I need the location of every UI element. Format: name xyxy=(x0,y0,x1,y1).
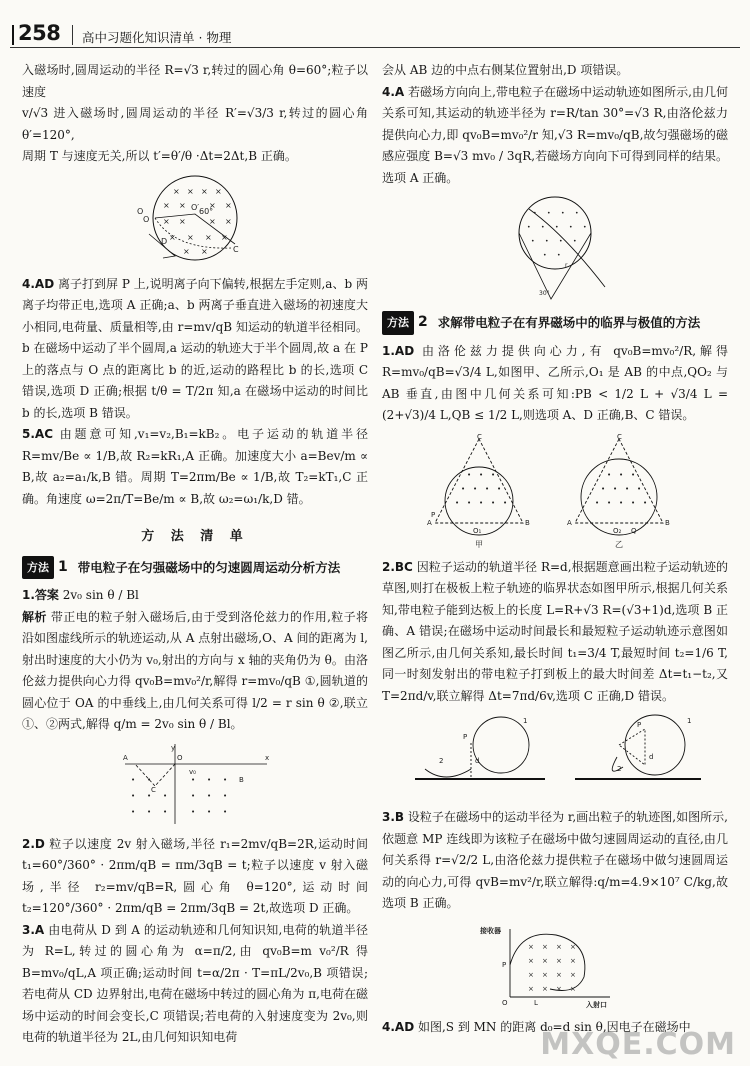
m1q3-label: 3.A xyxy=(22,922,45,937)
method2-tag: 方法 xyxy=(382,311,414,335)
book-title: 高中习题化知识清单 · 物理 xyxy=(82,30,232,45)
svg-text:•: • xyxy=(561,210,565,217)
svg-text:1: 1 xyxy=(687,717,692,725)
svg-text:×: × xyxy=(556,956,562,965)
svg-text:•: • xyxy=(207,775,212,784)
svg-text:•: • xyxy=(223,791,228,800)
svg-text:×: × xyxy=(163,200,170,210)
m1q2-text: 粒子以速度 2v 射入磁场,半径 r₁=2mv/qB=2R,运动时间 t₁=60°/360° · 2πm/qB = πm/3qB = t;粒子以速度 v 射入磁场,半径 r₂=mv/qB=R,圆心角 θ=120°,运动时间 t₂=120°/360° · 2πm/qB = 2πm/3qB = 2t,故选项 D 正确。 xyxy=(22,836,368,915)
svg-text:•: • xyxy=(557,252,561,259)
m1q1-answer-value: 2v₀ sin θ / Bl xyxy=(62,588,139,602)
svg-text:×: × xyxy=(528,956,534,965)
svg-text:×: × xyxy=(556,984,562,993)
method1-tag: 方法 xyxy=(22,556,54,580)
svg-text:•: • xyxy=(531,238,535,245)
dotted-circle-figure xyxy=(382,195,728,303)
svg-text:x: x xyxy=(265,753,270,762)
m2q4-text: 如图,S 到 MN 的距离 d₀=d sin θ,因电子在磁场中 xyxy=(417,1019,691,1034)
svg-text:×: × xyxy=(556,970,562,979)
svg-text:P: P xyxy=(431,510,436,519)
svg-text:•: • xyxy=(631,498,636,507)
svg-text:y: y xyxy=(171,743,176,752)
svg-text:×: × xyxy=(215,186,222,196)
svg-text:×: × xyxy=(205,232,212,242)
svg-text:×: × xyxy=(528,984,534,993)
svg-text:d: d xyxy=(475,757,480,765)
svg-text:×: × xyxy=(542,956,548,965)
svg-text:O′: O′ xyxy=(191,202,200,212)
svg-text:•: • xyxy=(583,224,587,231)
m2q3-label: 3.B xyxy=(382,810,405,824)
page-number: 258 xyxy=(18,21,61,45)
svg-text:•: • xyxy=(467,498,472,507)
q4-label: 4.AD xyxy=(22,276,55,291)
dotted-circle-diagram xyxy=(495,195,615,303)
m2q3-text: 设粒子在磁场中的运动半径为 r,画出粒子的轨迹图,如图所示,依题意 MP 连线即为该粒子在磁场中做匀速圆周运动的直径,由几何关系得 r=√2/2 L,由洛伦兹力提供粒子在磁场中做匀速圆周运动的向心力,可得 qvB=mv²/r,联立解得:q/m=4.9×10⁷ C/kg,故选项 B 正确。 xyxy=(382,810,728,910)
m2q3-answer xyxy=(382,807,728,915)
m1q1-analysis-label: 解析 xyxy=(22,609,47,624)
m1q1-answer xyxy=(22,585,368,607)
svg-text:B: B xyxy=(239,775,244,784)
svg-text:•: • xyxy=(503,498,508,507)
method1-heading xyxy=(22,556,368,580)
svg-text:×: × xyxy=(542,984,548,993)
m1q3-text: 由电荷从 D 到 A 的运动轨迹和几何知识知,电荷的轨道半径为 R=L,转过的圆心角为 α=π/2,由 qv₀B=m v₀²/R 得 B=mv₀/qL,A 项正确;运动时间 t=α/2π · T=πL/2v₀,B 项错误;若电荷从 CD 边界射出,电荷在磁场中转过的圆心角为 π,电荷在磁场中运动的时间会变长,C 项错误;若电荷的入射速度变为 2v₀,则电荷的轨道半径为 2L,由几何知识知电荷 xyxy=(22,922,368,1044)
m1q2-answer xyxy=(22,834,368,920)
q5-label: 5.AC xyxy=(22,427,54,441)
site-watermark: MXQE.COM xyxy=(540,1027,736,1062)
svg-text:•: • xyxy=(575,210,579,217)
svg-text:•: • xyxy=(545,238,549,245)
axis-field-figure xyxy=(22,742,368,826)
svg-text:•: • xyxy=(527,224,531,231)
svg-text:•: • xyxy=(223,807,228,816)
svg-text:•: • xyxy=(147,775,152,784)
svg-text:×: × xyxy=(187,186,194,196)
svg-text:×: × xyxy=(201,246,208,256)
svg-text:•: • xyxy=(147,791,152,800)
q5-answer xyxy=(22,424,368,510)
m1q3-answer xyxy=(22,920,368,1049)
svg-text:•: • xyxy=(207,791,212,800)
svg-text:•: • xyxy=(473,484,478,493)
triangle-figures xyxy=(382,433,728,549)
svg-text:B: B xyxy=(525,518,530,527)
svg-text:B: B xyxy=(665,518,670,527)
svg-text:•: • xyxy=(223,775,228,784)
svg-text:P: P xyxy=(463,733,468,741)
svg-text:A: A xyxy=(567,518,572,527)
svg-text:A: A xyxy=(123,753,128,762)
svg-text:×: × xyxy=(179,216,186,226)
q4-text: 离子打到屏 P 上,说明离子向下偏转,根据左手定则,a、b 两离子均带正电,选项 A 正确;a、b 两离子垂直进入磁场的初速度大小相同,电荷量、质量相等,由 r=mv/qB 知运动的轨道半径相同。b 在磁场中运动了半个圆周,a 运动的轨迹大于半个圆周,故 a 在 P 上的落点与 O 点的距离比 b 的近,运动的路程比 b 的长,选项 C 错误,选项 D 正确;根据 t/θ = T/2π 知,a 在磁场中运动的时间比 b 的长,选项 B 错误。 xyxy=(22,276,368,420)
svg-text:×: × xyxy=(201,186,208,196)
triangle-circle-diagrams xyxy=(405,433,705,549)
header-separator xyxy=(72,25,73,45)
m1q1-analysis-text: 带正电的粒子射入磁场后,由于受到洛伦兹力的作用,粒子将沿如图虚线所示的轨迹运动,从 A 点射出磁场,O、A 间的距离为 l,射出时速度的大小仍为 v₀,射出的方向与 x 轴的夹角仍为 θ。由洛伦兹力提供向心力得 qv₀B=mv₀²/r,解得 r=mv₀/qB ①,圆轨道的圆心位于 OA 的中垂线上,由几何关系可得 l/2 = r sin θ ②,联立①、②两式,解得 q/m = 2v₀ sin θ / Bl。 xyxy=(22,609,368,731)
svg-text:×: × xyxy=(187,232,194,242)
svg-text:×: × xyxy=(163,216,170,226)
svg-text:r: r xyxy=(565,262,568,269)
receiver-diagram xyxy=(480,921,630,1009)
svg-text:A: A xyxy=(427,518,432,527)
svg-text:O₁: O₁ xyxy=(473,526,482,535)
fig-yi-label: 乙 xyxy=(615,539,623,549)
svg-text:•: • xyxy=(555,224,559,231)
svg-text:•: • xyxy=(485,484,490,493)
method1-number: 1 xyxy=(58,558,68,575)
svg-text:•: • xyxy=(191,791,196,800)
q3-continuation: 会从 AB 边的中点右侧某位置射出,D 项错误。 xyxy=(382,63,629,77)
svg-text:O: O xyxy=(137,206,144,216)
svg-text:•: • xyxy=(631,470,636,479)
m2q2-text: 因粒子运动的轨道半径 R=d,根据题意画出粒子运动轨迹的草图,则打在极板上粒子轨迹的临界状态如图甲所示,根据几何关系知,带电粒子能到达板上的长度 L=R+√3 R=(√3+1)d,选项 B 正确、A 错误;在磁场中运动时间最长和最短粒子运动轨迹示意图如图乙所示,由几何关系知,最长时间 t₁=3/4 T,最短时间 t₂=1/6 T,同一时刻发射出的带电粒子打到板上的最大时间差 Δt=t₁−t₂,又 T=2πd/v,联立解得 Δt=7πd/6v,选项 C 正确,D 错误。 xyxy=(382,559,728,703)
svg-text:d: d xyxy=(649,753,654,761)
circle-field-figure xyxy=(22,174,368,266)
method2-number: 2 xyxy=(418,314,428,330)
svg-text:O₂: O₂ xyxy=(613,526,622,535)
svg-text:30°: 30° xyxy=(539,290,550,297)
svg-text:O: O xyxy=(143,214,150,224)
q4-answer xyxy=(22,274,368,425)
svg-text:•: • xyxy=(491,498,496,507)
svg-text:L: L xyxy=(534,998,538,1007)
svg-text:×: × xyxy=(542,942,548,951)
m2q2-answer xyxy=(382,557,728,708)
svg-text:×: × xyxy=(542,970,548,979)
r-q4-label: 4.A xyxy=(382,84,405,99)
fig-jia-label: 甲 xyxy=(475,539,483,549)
svg-text:•: • xyxy=(637,484,642,493)
svg-text:2: 2 xyxy=(617,765,622,773)
m2q4-label: 4.AD xyxy=(382,1019,415,1034)
m2q1-text: 由洛伦兹力提供向心力,有 qv₀B=mv₀²/R,解得 R=mv₀/qB=√3/4 L,如图甲、乙所示,O₁ 是 AB 的中点,QO₂ 与 AB 垂直,由图中几何关系可知:PB < 1/2 L + √3/4 L = (2+√3)/4 L,QB ≤ 1/2 L,则选项 A、D 正确,B、C 错误。 xyxy=(382,343,728,422)
svg-text:•: • xyxy=(595,498,600,507)
svg-text:•: • xyxy=(613,484,618,493)
svg-text:•: • xyxy=(455,498,460,507)
svg-text:×: × xyxy=(183,246,190,256)
svg-text:O: O xyxy=(502,998,508,1007)
svg-text:D: D xyxy=(161,236,168,246)
svg-text:O: O xyxy=(177,753,183,762)
svg-text:•: • xyxy=(461,484,466,493)
svg-text:•: • xyxy=(491,470,496,479)
svg-text:×: × xyxy=(169,232,176,242)
svg-text:×: × xyxy=(225,216,232,226)
svg-text:×: × xyxy=(209,216,216,226)
m2q2-label: 2.BC xyxy=(382,559,413,574)
svg-text:•: • xyxy=(559,238,563,245)
svg-text:•: • xyxy=(543,252,547,259)
intro-line-3: 周期 T 与速度无关,所以 t′=θ′/θ ·Δt=2Δt,B 正确。 xyxy=(22,149,297,163)
method2-heading xyxy=(382,311,728,335)
svg-text:C: C xyxy=(151,785,156,794)
svg-text:•: • xyxy=(573,238,577,245)
svg-text:•: • xyxy=(497,484,502,493)
m1q1-label: 1.答案 xyxy=(22,588,59,602)
svg-text:2: 2 xyxy=(439,757,444,765)
svg-text:×: × xyxy=(570,970,576,979)
svg-text:•: • xyxy=(625,484,630,493)
svg-text:•: • xyxy=(533,210,537,217)
header-bar xyxy=(12,25,14,45)
left-column xyxy=(22,60,368,1049)
m2q1-label: 1.AD xyxy=(382,343,415,358)
method1-title: 带电粒子在匀强磁场中的匀速圆周运动分析方法 xyxy=(77,559,341,575)
svg-text:×: × xyxy=(570,956,576,965)
svg-text:•: • xyxy=(147,807,152,816)
svg-text:•: • xyxy=(131,791,136,800)
svg-text:•: • xyxy=(607,498,612,507)
svg-text:•: • xyxy=(191,807,196,816)
plate-figures xyxy=(382,713,728,799)
svg-text:•: • xyxy=(131,807,136,816)
svg-text:×: × xyxy=(570,984,576,993)
svg-text:×: × xyxy=(556,942,562,951)
plate-trajectory-diagrams xyxy=(405,713,705,799)
svg-text:×: × xyxy=(528,942,534,951)
svg-text:C: C xyxy=(233,244,239,254)
circle-field-diagram xyxy=(135,174,255,266)
method2-title: 求解带电粒子在有界磁场中的临界与极值的方法 xyxy=(437,315,701,330)
svg-text:•: • xyxy=(547,210,551,217)
svg-text:C: C xyxy=(477,432,482,441)
receiver-label: 接收器 xyxy=(480,926,501,935)
section-title: 方 法 清 单 xyxy=(141,529,249,544)
svg-text:Q: Q xyxy=(631,526,637,535)
svg-text:×: × xyxy=(179,200,186,210)
svg-text:P: P xyxy=(502,960,507,969)
right-column xyxy=(382,60,728,1038)
svg-text:•: • xyxy=(479,470,484,479)
svg-text:1: 1 xyxy=(523,717,528,725)
svg-text:×: × xyxy=(570,942,576,951)
svg-text:•: • xyxy=(479,498,484,507)
intro-line-2: v/√3 进入磁场时,圆周运动的半径 R′=√3/3 r,转过的圆心角 θ′=120°, xyxy=(22,106,368,142)
receiver-figure xyxy=(382,921,728,1009)
svg-text:×: × xyxy=(221,232,228,242)
svg-text:v₀: v₀ xyxy=(189,767,196,776)
m2q1-answer xyxy=(382,341,728,427)
q5-text: 由题意可知,v₁=v₂,B₁=kB₂。电子运动的轨道半径 R=mv/Be ∝ 1/B,故 R₂=kR₁,A 正确。加速度大小 a=Bev/m ∝ B,故 a₂=a₁/k,B 错。周期 T=2πm/Be ∝ 1/B,故 T₂=kT₁,C 正确。角速度 ω=2π/T=Be/m ∝ B,故 ω₂=ω₁/k,D 错。 xyxy=(22,427,368,506)
svg-text:•: • xyxy=(163,807,168,816)
svg-text:P: P xyxy=(637,721,642,729)
svg-text:×: × xyxy=(209,200,216,210)
svg-text:•: • xyxy=(163,791,168,800)
axis-field-diagram xyxy=(115,742,275,826)
svg-text:•: • xyxy=(467,470,472,479)
entry-label: 入射口 xyxy=(586,1000,607,1009)
svg-text:•: • xyxy=(619,470,624,479)
svg-text:•: • xyxy=(601,484,606,493)
intro-line-1: 入磁场时,圆周运动的半径 R=√3 r,转过的圆心角 θ=60°;粒子以速度 xyxy=(22,63,368,99)
m1q1-analysis xyxy=(22,607,368,736)
svg-text:60°: 60° xyxy=(199,206,214,216)
page-header xyxy=(10,21,740,48)
svg-text:•: • xyxy=(607,470,612,479)
svg-text:•: • xyxy=(619,498,624,507)
svg-text:•: • xyxy=(541,224,545,231)
r-q4-text: 若磁场方向向上,带电粒子在磁场中运动轨迹如图所示,由几何关系可知,其运动的轨迹半径为 r=R/tan 30°=√3 R,由洛伦兹力提供向心力,即 qv₀B=mv₀²/r 知,√3 R=mv₀/qB,故匀强磁场的磁感应强度 B=√3 mv₀ / 3qR,若磁场方向向下可得到同样的结果。选项 A 正确。 xyxy=(382,84,728,185)
m1q2-label: 2.D xyxy=(22,836,45,851)
svg-text:•: • xyxy=(569,224,573,231)
svg-text:×: × xyxy=(225,200,232,210)
r-q4-answer xyxy=(382,82,728,190)
svg-text:•: • xyxy=(207,807,212,816)
svg-text:•: • xyxy=(191,775,196,784)
svg-text:C: C xyxy=(617,432,622,441)
svg-text:×: × xyxy=(173,186,180,196)
svg-text:•: • xyxy=(643,498,648,507)
svg-text:•: • xyxy=(131,775,136,784)
svg-text:×: × xyxy=(528,970,534,979)
